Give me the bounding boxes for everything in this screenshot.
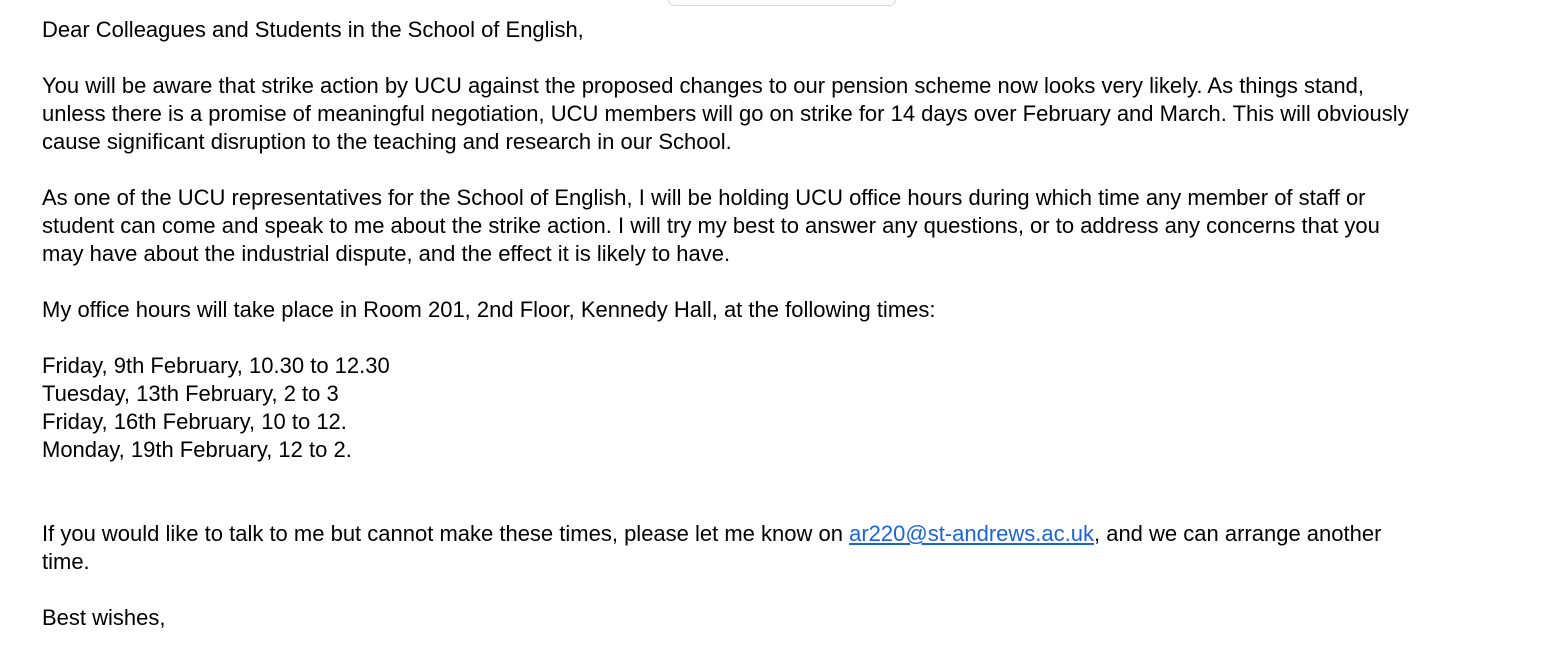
- office-hours-item: Tuesday, 13th February, 2 to 3: [42, 381, 339, 406]
- signoff: Best wishes,: [42, 605, 166, 630]
- window-tab: [668, 0, 896, 6]
- contact-text-after: , and we can arrange another: [1093, 521, 1382, 546]
- office-hours-item: Friday, 9th February, 10.30 to 12.30: [42, 353, 390, 378]
- greeting: Dear Colleagues and Students in the School of English,: [42, 17, 584, 42]
- paragraph-strike-notice: You will be aware that strike action by UCU against the proposed changes to our pension scheme now looks very likely. As things stand, unless there is a promise of meaningful negotiation, UCU members will go on strike for 14 days over February and March. This will obviously cause significant disruption to the teaching and research in our School.: [42, 73, 1409, 154]
- office-hours-item: Monday, 19th February, 12 to 2.: [42, 437, 352, 462]
- email-body: [42, 16, 1552, 660]
- contact-text-after-line2: time.: [42, 549, 90, 574]
- email-address-link[interactable]: ar220@st-andrews.ac.uk: [849, 521, 1094, 546]
- office-hours-list: [42, 352, 1552, 464]
- paragraph-location: My office hours will take place in Room 201, 2nd Floor, Kennedy Hall, at the following times:: [42, 297, 936, 322]
- office-hours-item: Friday, 16th February, 10 to 12.: [42, 409, 347, 434]
- contact-text-before: If you would like to talk to me but cannot make these times, please let me know on: [42, 521, 850, 546]
- paragraph-office-hours-intro: As one of the UCU representatives for the School of English, I will be holding UCU office hours during which time any member of staff or student can come and speak to me about the strike action. I will try my best to answer any questions, or to address any concerns that you may have about the industrial dispute, and the effect it is likely to have.: [42, 185, 1380, 266]
- paragraph-contact: [42, 492, 1552, 576]
